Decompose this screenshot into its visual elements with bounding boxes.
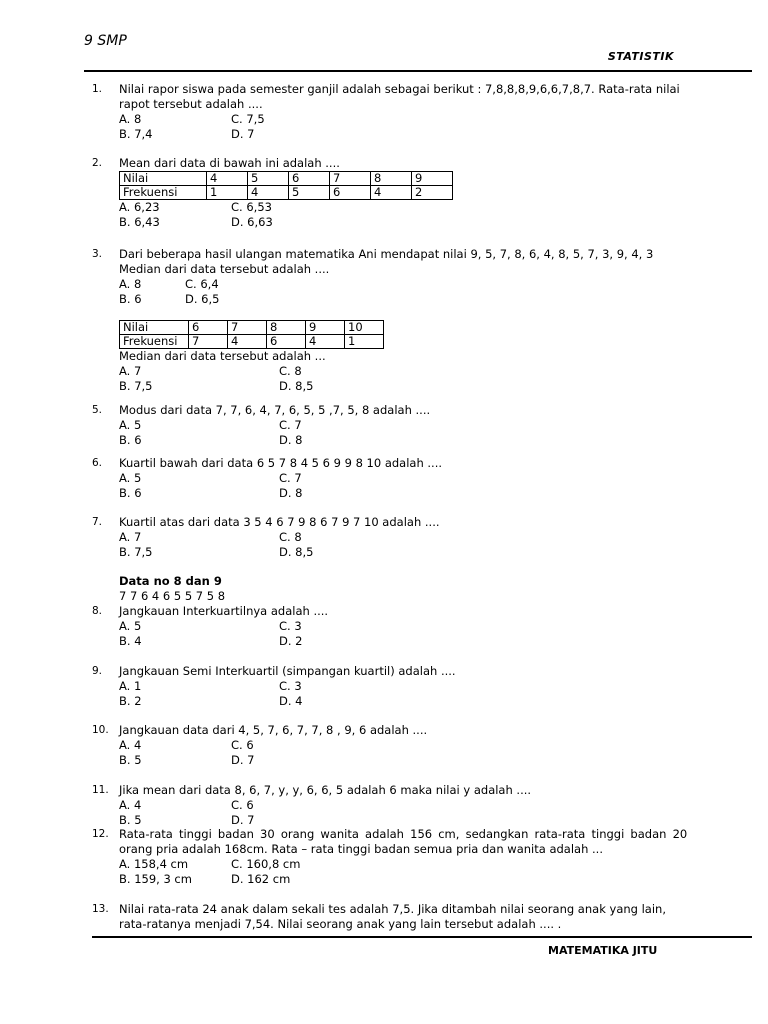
option-c: C. 6,4 [185, 277, 219, 291]
option-b: B. 7,5 [119, 545, 153, 559]
question-6 [92, 456, 692, 501]
table-cell: 6 [267, 335, 306, 349]
table-cell: 1 [345, 335, 384, 349]
option-d: D. 7 [231, 813, 255, 827]
option-c: C. 8 [279, 530, 302, 544]
table-cell: 4 [207, 172, 248, 186]
option-c: C. 6 [231, 738, 254, 752]
option-b: B. 5 [119, 813, 142, 827]
question-text: rata-ratanya menjadi 7,54. Nilai seorang anak yang lain tersebut adalah .... . [119, 917, 562, 931]
question-text: Jika mean dari data 8, 6, 7, y, y, 6, 6, 5 adalah 6 maka nilai y adalah .... [119, 783, 532, 797]
option-a: A. 7 [119, 530, 142, 544]
table-cell: 4 [248, 186, 289, 200]
question-2 [92, 156, 692, 230]
table-row [120, 186, 453, 200]
option-c: C. 7 [279, 418, 302, 432]
option-a: A. 8 [119, 277, 142, 291]
option-d: D. 6,5 [185, 292, 220, 306]
table-cell: 8 [371, 172, 412, 186]
subject-label: STATISTIK [607, 50, 674, 63]
option-c: C. 8 [279, 364, 302, 378]
option-d: D. 7 [231, 753, 255, 767]
question-number: 1. [92, 83, 103, 95]
question-5 [92, 403, 692, 448]
question-number: 8. [92, 605, 103, 617]
table-cell: 7 [228, 321, 267, 335]
question-text: Jangkauan Semi Interkuartil (simpangan kuartil) adalah .... [119, 664, 456, 678]
option-d: D. 8 [279, 433, 303, 447]
option-c: C. 7,5 [231, 112, 265, 126]
table-cell: 4 [306, 335, 345, 349]
option-d: D. 7 [231, 127, 255, 141]
question-text: Modus dari data 7, 7, 6, 4, 7, 6, 5, 5 ,7, 5, 8 adalah .... [119, 403, 431, 417]
option-a: A. 1 [119, 679, 142, 693]
table-row [120, 321, 384, 335]
data-values: 7 7 6 4 6 5 5 7 5 8 [119, 589, 226, 603]
question-text: Median dari data tersebut adalah ... [119, 349, 326, 363]
option-d: D. 162 cm [231, 872, 291, 886]
question-number: 13. [92, 903, 109, 915]
table-row [120, 335, 384, 349]
question-text: Median dari data tersebut adalah .... [119, 262, 330, 276]
table-cell: 10 [345, 321, 384, 335]
question-9 [92, 664, 692, 709]
option-a: A. 6,23 [119, 200, 160, 214]
table-cell: 5 [289, 186, 330, 200]
option-d: D. 6,63 [231, 215, 273, 229]
question-text: Jangkauan Interkuartilnya adalah .... [119, 604, 329, 618]
question-text: Dari beberapa hasil ulangan matematika Ani mendapat nilai 9, 5, 7, 8, 6, 4, 8, 5, 7, 3, 9, 4, 3 [119, 247, 654, 261]
question-text: rapot tersebut adalah .... [119, 97, 263, 111]
header-divider [84, 70, 752, 72]
option-b: B. 7,4 [119, 127, 153, 141]
question-4 [92, 320, 692, 394]
table-cell: Frekuensi [120, 186, 207, 200]
table-cell: Nilai [120, 321, 189, 335]
option-b: B. 5 [119, 753, 142, 767]
question-number: 10. [92, 724, 109, 736]
table-cell: 8 [267, 321, 306, 335]
table-cell: 9 [412, 172, 453, 186]
option-a: A. 5 [119, 471, 142, 485]
data-block-8-9 [92, 574, 692, 604]
table-cell: 6 [330, 186, 371, 200]
option-b: B. 7,5 [119, 379, 153, 393]
option-d: D. 2 [279, 634, 303, 648]
footer-label: MATEMATIKA JITU [548, 944, 658, 957]
option-b: B. 159, 3 cm [119, 872, 192, 886]
question-number: 12. [92, 828, 109, 840]
question-7 [92, 515, 692, 560]
table-cell: 9 [306, 321, 345, 335]
option-b: B. 4 [119, 634, 142, 648]
question-8 [92, 604, 692, 649]
option-c: C. 3 [279, 619, 302, 633]
question-text: Kuartil bawah dari data 6 5 7 8 4 5 6 9 9 8 10 adalah .... [119, 456, 443, 470]
option-a: A. 8 [119, 112, 142, 126]
question-text: orang pria adalah 168cm. Rata – rata tinggi badan semua pria dan wanita adalah ... [119, 842, 603, 856]
section-heading: Data no 8 dan 9 [119, 574, 222, 588]
option-b: B. 2 [119, 694, 142, 708]
table-cell: 7 [189, 335, 228, 349]
question-1 [92, 82, 692, 142]
option-b: B. 6 [119, 292, 142, 306]
question-number: 7. [92, 516, 103, 528]
question-text: Rata-rata tinggi badan 30 orang wanita adalah 156 cm, sedangkan rata-rata tinggi badan 20 [119, 827, 688, 841]
option-b: B. 6,43 [119, 215, 160, 229]
option-a: A. 158,4 cm [119, 857, 189, 871]
table-cell: 7 [330, 172, 371, 186]
option-b: B. 6 [119, 486, 142, 500]
question-number: 6. [92, 457, 103, 469]
option-a: A. 4 [119, 738, 142, 752]
table-cell: Nilai [120, 172, 207, 186]
option-a: A. 5 [119, 619, 142, 633]
question-number: 3. [92, 248, 103, 260]
option-c: C. 3 [279, 679, 302, 693]
option-c: C. 6 [231, 798, 254, 812]
question-number: 2. [92, 157, 103, 169]
table-cell: 6 [189, 321, 228, 335]
question-11 [92, 783, 692, 828]
option-a: A. 5 [119, 418, 142, 432]
option-c: C. 7 [279, 471, 302, 485]
frequency-table [119, 171, 453, 200]
option-a: A. 7 [119, 364, 142, 378]
table-cell: Frekuensi [120, 335, 189, 349]
question-10 [92, 723, 692, 768]
question-text: Nilai rapor siswa pada semester ganjil adalah sebagai berikut : 7,8,8,8,9,6,6,7,8,7. Rata-rata nilai [119, 82, 680, 96]
option-d: D. 8,5 [279, 545, 314, 559]
grade-label: 9 SMP [84, 33, 127, 49]
table-cell: 1 [207, 186, 248, 200]
option-d: D. 8,5 [279, 379, 314, 393]
footer-divider [92, 936, 752, 938]
question-text: Nilai rata-rata 24 anak dalam sekali tes adalah 7,5. Jika ditambah nilai seorang anak yang lain, [119, 902, 666, 916]
table-row [120, 172, 453, 186]
question-text: Mean dari data di bawah ini adalah .... [119, 156, 340, 170]
option-d: D. 8 [279, 486, 303, 500]
table-cell: 4 [228, 335, 267, 349]
question-text: Kuartil atas dari data 3 5 4 6 7 9 8 6 7 9 7 10 adalah .... [119, 515, 440, 529]
table-cell: 4 [371, 186, 412, 200]
option-a: A. 4 [119, 798, 142, 812]
table-cell: 5 [248, 172, 289, 186]
option-d: D. 4 [279, 694, 303, 708]
table-cell: 2 [412, 186, 453, 200]
option-c: C. 6,53 [231, 200, 272, 214]
option-b: B. 6 [119, 433, 142, 447]
frequency-table [119, 320, 384, 349]
question-text: Jangkauan data dari 4, 5, 7, 6, 7, 7, 8 , 9, 6 adalah .... [119, 723, 428, 737]
question-3 [92, 247, 692, 307]
question-13 [92, 902, 692, 932]
question-number: 5. [92, 404, 103, 416]
question-12 [92, 827, 692, 887]
question-number: 9. [92, 665, 103, 677]
question-number: 11. [92, 784, 109, 796]
table-cell: 6 [289, 172, 330, 186]
option-c: C. 160,8 cm [231, 857, 301, 871]
